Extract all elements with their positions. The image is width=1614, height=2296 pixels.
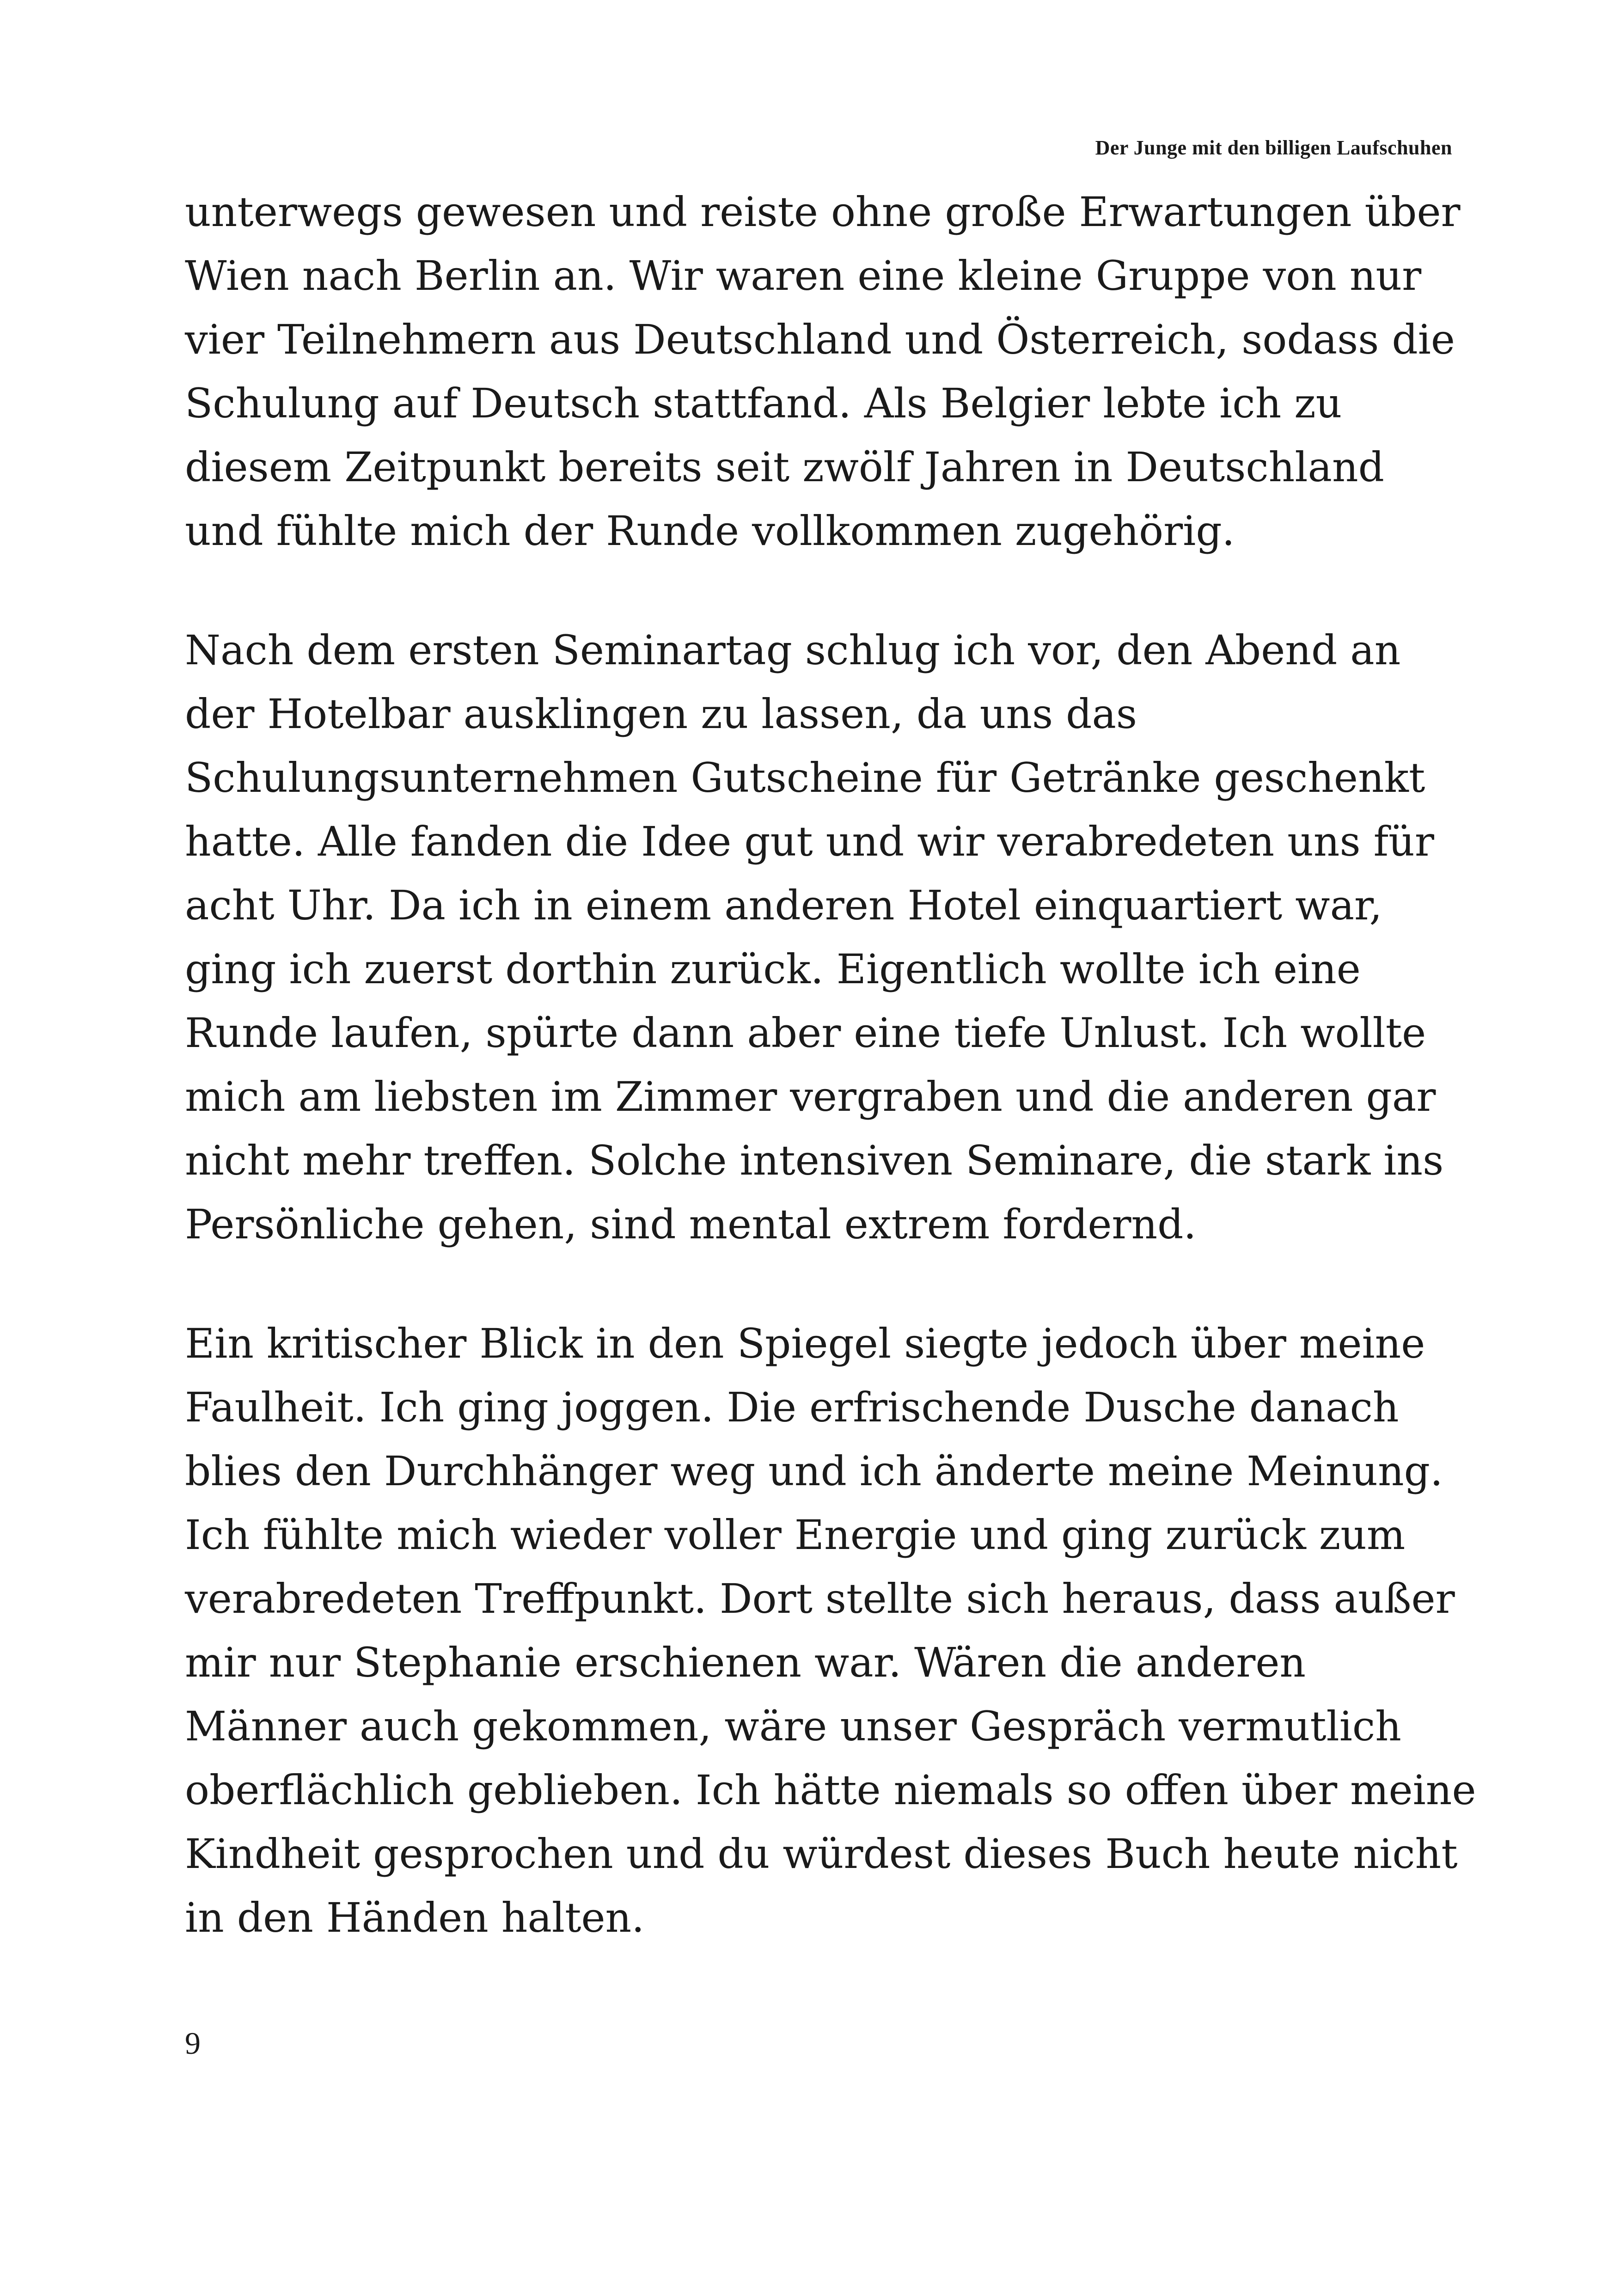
text-line: Ein kritischer Blick in den Spiegel siegte jedoch über meine	[185, 1320, 1425, 1367]
paragraph-1	[185, 180, 1461, 563]
text-line: diesem Zeitpunkt bereits seit zwölf Jahren in Deutschland	[185, 443, 1384, 491]
paragraph-2	[185, 618, 1461, 1256]
page-number: 9	[185, 2026, 201, 2061]
text-line: Persönliche gehen, sind mental extrem fordernd.	[185, 1200, 1197, 1248]
text-line: hatte. Alle fanden die Idee gut und wir verabredeten uns für	[185, 818, 1434, 865]
text-line: Kindheit gesprochen und du würdest dieses Buch heute nicht	[185, 1830, 1458, 1878]
text-line: der Hotelbar ausklingen zu lassen, da uns das	[185, 690, 1137, 738]
text-line: blies den Durchhänger weg und ich änderte meine Meinung.	[185, 1447, 1443, 1495]
text-line: Runde laufen, spürte dann aber eine tiefe Unlust. Ich wollte	[185, 1009, 1426, 1057]
text-line: ging ich zuerst dorthin zurück. Eigentlich wollte ich eine	[185, 945, 1361, 993]
text-line: verabredeten Treffpunkt. Dort stellte sich heraus, dass außer	[185, 1575, 1455, 1623]
text-line: mir nur Stephanie erschienen war. Wären die anderen	[185, 1639, 1306, 1686]
text-line: und fühlte mich der Runde vollkommen zugehörig.	[185, 507, 1235, 555]
text-line: mich am liebsten im Zimmer vergraben und die anderen gar	[185, 1073, 1436, 1120]
body-text	[185, 180, 1476, 2005]
text-line: Nach dem ersten Seminartag schlug ich vor, den Abend an	[185, 626, 1401, 674]
text-line: acht Uhr. Da ich in einem anderen Hotel einquartiert war,	[185, 882, 1382, 929]
text-line: Männer auch gekommen, wäre unser Gespräch vermutlich	[185, 1702, 1401, 1750]
text-line: Faulheit. Ich ging joggen. Die erfrischende Dusche danach	[185, 1384, 1399, 1431]
text-line: Wien nach Berlin an. Wir waren eine kleine Gruppe von nur	[185, 252, 1422, 300]
text-line: oberflächlich geblieben. Ich hätte niemals so offen über meine	[185, 1766, 1476, 1814]
text-line: unterwegs gewesen und reiste ohne große Erwartungen über	[185, 188, 1461, 236]
text-line: in den Händen halten.	[185, 1894, 645, 1941]
text-line: Ich fühlte mich wieder voller Energie und ging zurück zum	[185, 1511, 1406, 1559]
text-line: nicht mehr treffen. Solche intensiven Seminare, die stark ins	[185, 1137, 1444, 1184]
text-line: Schulungsunternehmen Gutscheine für Getränke geschenkt	[185, 754, 1425, 802]
text-line: vier Teilnehmern aus Deutschland und Österreich, sodass die	[185, 316, 1455, 363]
text-line: Schulung auf Deutsch stattfand. Als Belgier lebte ich zu	[185, 380, 1342, 427]
running-header: Der Junge mit den billigen Laufschuhen	[1095, 136, 1452, 159]
paragraph-3	[185, 1312, 1476, 1950]
